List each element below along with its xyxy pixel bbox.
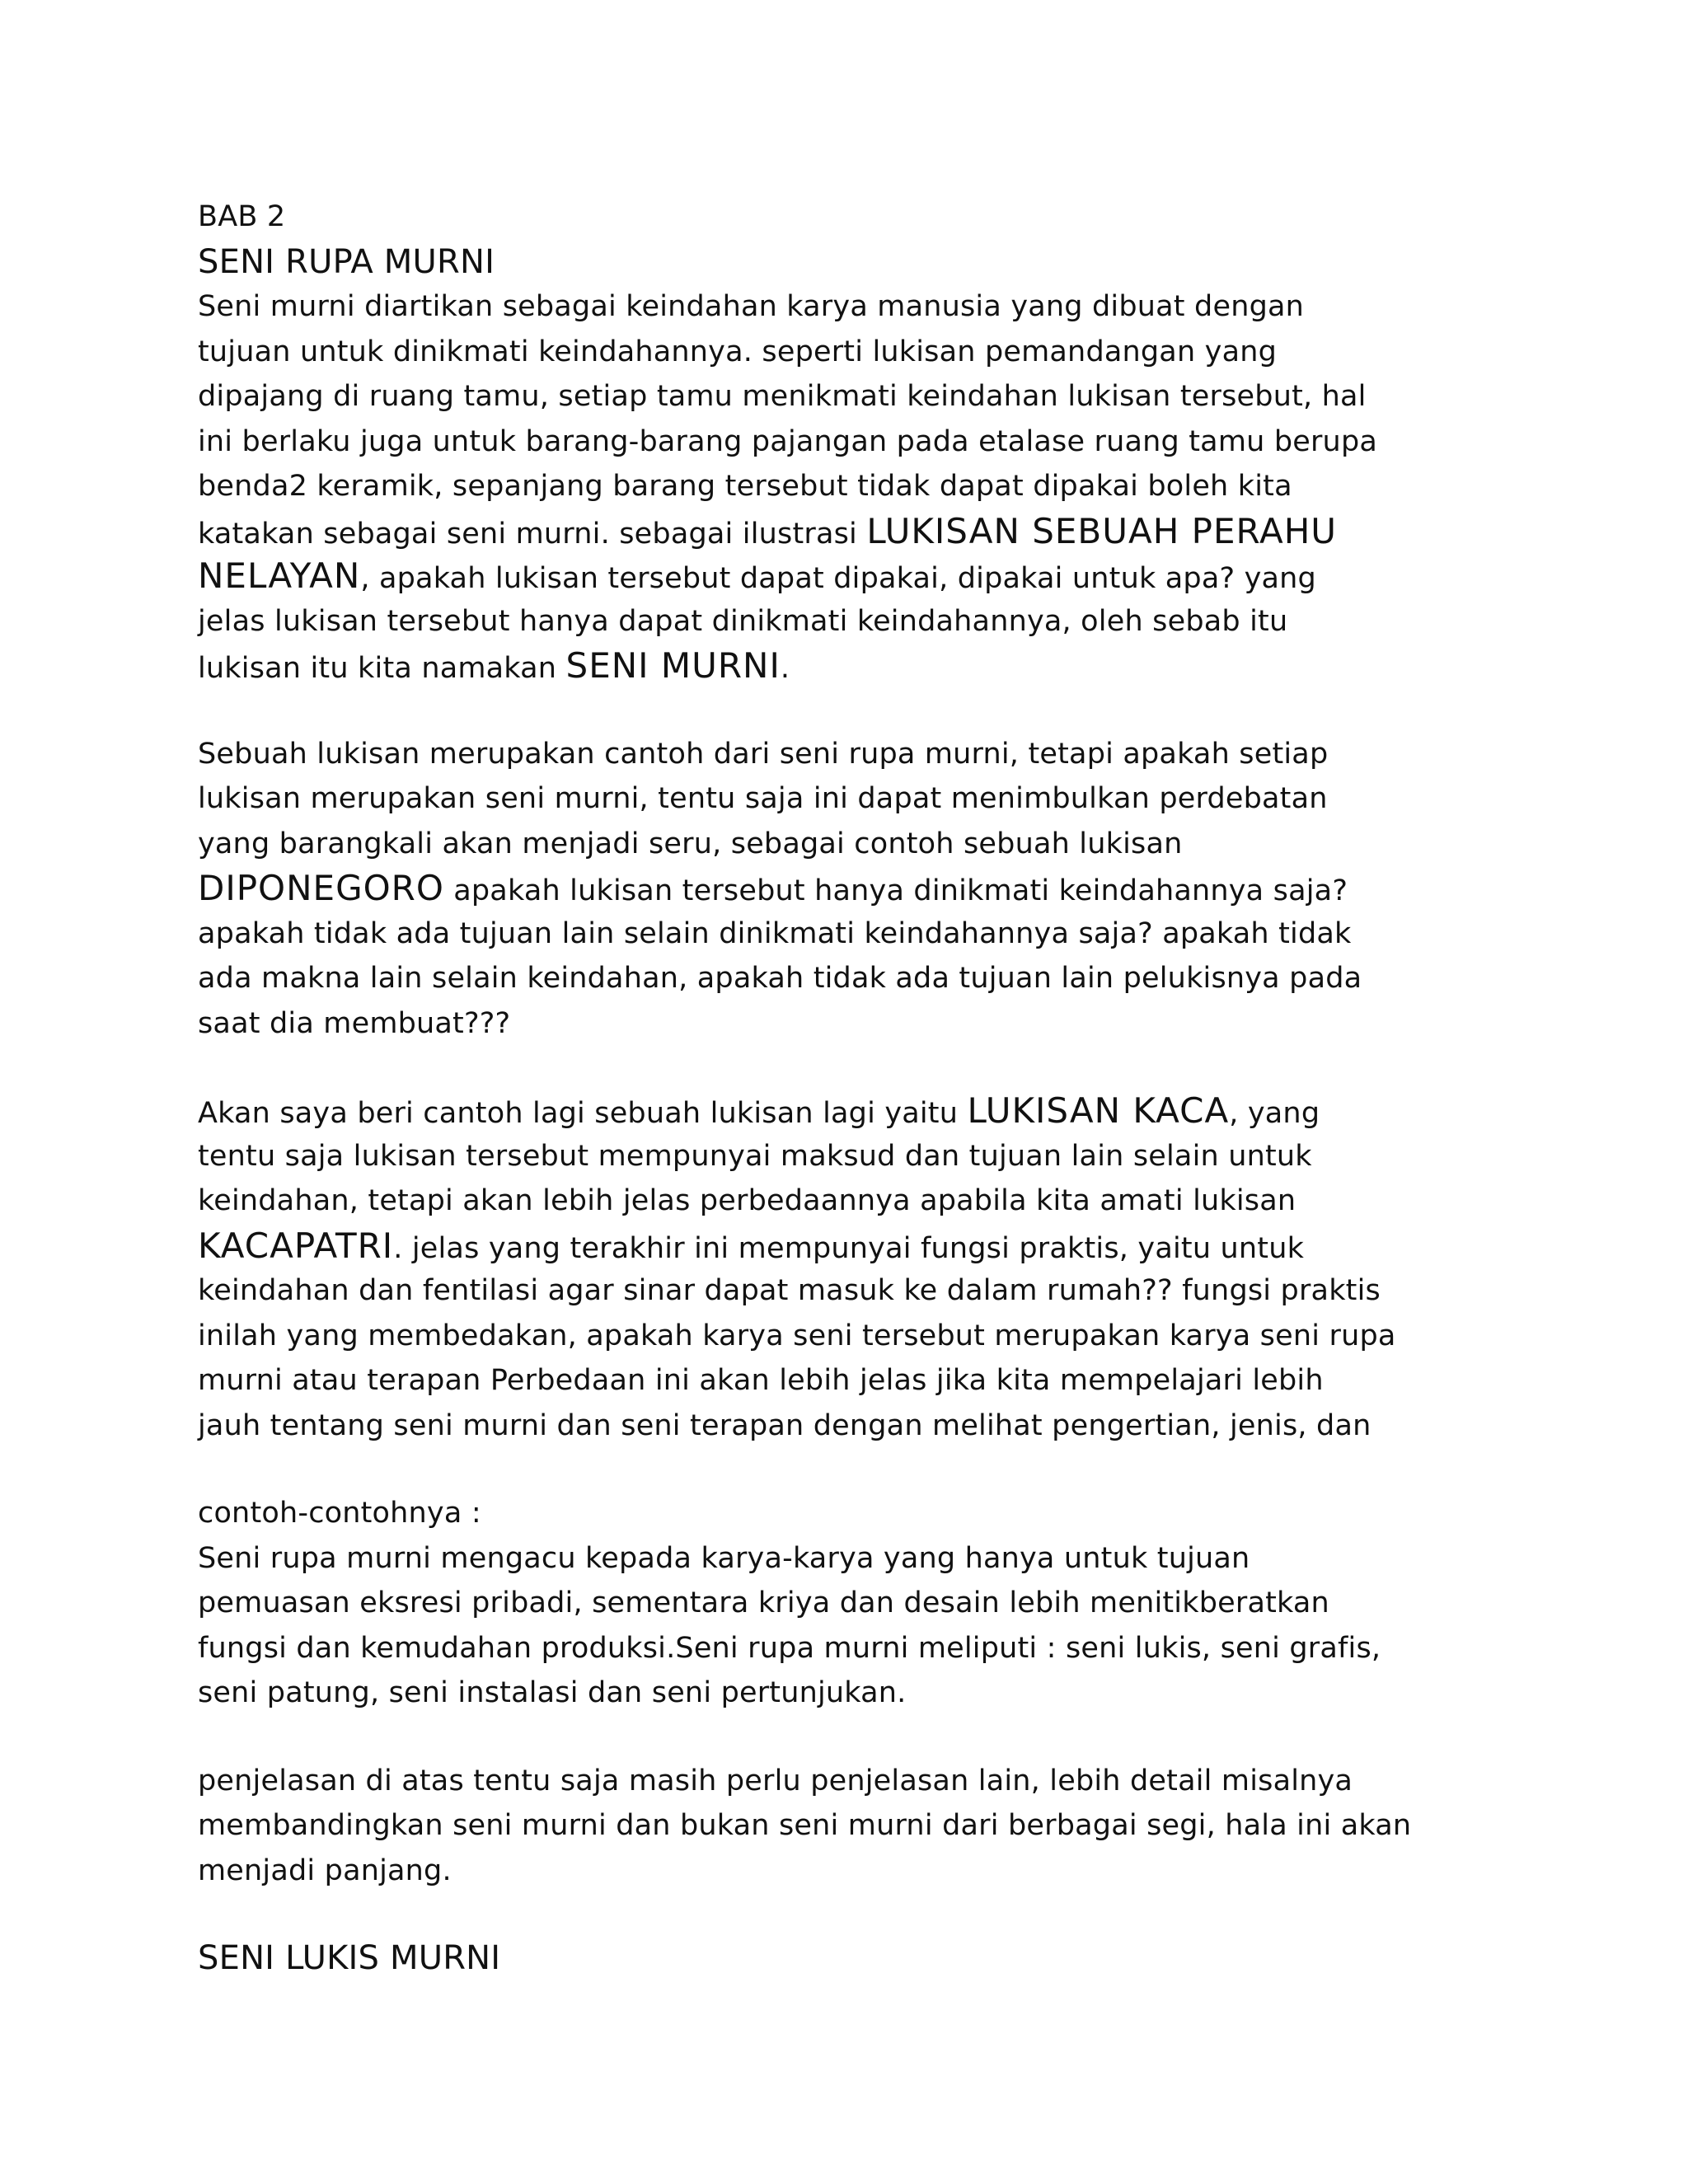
text-line: penjelasan di atas tentu saja masih perlu penjelasan lain, lebih detail misalnya: [198, 1764, 1353, 1797]
section-subheading: SENI LUKIS MURNI: [198, 1939, 501, 1977]
text-line: ini berlaku juga untuk barang-barang pajangan pada etalase ruang tamu berupa: [198, 424, 1378, 458]
text-span: .: [780, 652, 790, 685]
emphasis-text: KACAPATRI: [198, 1225, 394, 1266]
text-line: jelas lukisan tersebut hanya dapat dinikmati keindahannya, oleh sebab itu: [198, 604, 1288, 638]
text-line: benda2 keramik, sepanjang barang tersebut tidak dapat dipakai boleh kita: [198, 470, 1292, 503]
text-line: saat dia membuat???: [198, 1006, 511, 1040]
emphasis-text: LUKISAN KACA: [967, 1090, 1230, 1131]
text-line: tujuan untuk dinikmati keindahannya. seperti lukisan pemandangan yang: [198, 335, 1278, 368]
text-line: ada makna lain selain keindahan, apakah tidak ada tujuan lain pelukisnya pada: [198, 962, 1362, 995]
text-line: tentu saja lukisan tersebut mempunyai maksud dan tujuan lain selain untuk: [198, 1139, 1312, 1173]
text-line: [198, 1089, 1500, 1134]
text-line: seni patung, seni instalasi dan seni pertunjukan.: [198, 1676, 907, 1709]
text-line: lukisan merupakan seni murni, tentu saja ini dapat menimbulkan perdebatan: [198, 782, 1328, 815]
emphasis-text: LUKISAN SEBUAH PERAHU: [866, 510, 1338, 551]
emphasis-text: NELAYAN: [198, 555, 361, 596]
text-span: Akan saya beri cantoh lagi sebuah lukisan lagi yaitu: [198, 1097, 959, 1130]
text-line: fungsi dan kemudahan produksi.Seni rupa murni meliputi : seni lukis, seni grafis,: [198, 1631, 1381, 1665]
text-span: lukisan itu kita namakan: [198, 652, 557, 685]
paragraph-5: [198, 1759, 1500, 1894]
text-span: . jelas yang terakhir ini mempunyai fungsi praktis, yaitu untuk: [393, 1231, 1305, 1265]
text-line: [198, 644, 1500, 689]
text-line: keindahan, tetapi akan lebih jelas perbedaannya apabila kita amati lukisan: [198, 1184, 1296, 1217]
text-line: pemuasan eksresi pribadi, sementara kriya dan desain lebih menitikberatkan: [198, 1586, 1329, 1619]
text-span: , apakah lukisan tersebut dapat dipakai, dipakai untuk apa? yang: [360, 562, 1316, 595]
paragraph-2: [198, 732, 1500, 1047]
text-line: [198, 554, 1500, 599]
text-span: apakah lukisan tersebut hanya dinikmati keindahannya saja?: [443, 874, 1348, 907]
text-line: Seni rupa murni mengacu kepada karya-karya yang hanya untuk tujuan: [198, 1541, 1250, 1575]
text-line: Sebuah lukisan merupakan cantoh dari seni rupa murni, tetapi apakah setiap: [198, 737, 1329, 771]
text-span: , yang: [1229, 1097, 1320, 1130]
text-line: [198, 866, 1500, 912]
text-line: Seni murni diartikan sebagai keindahan karya manusia yang dibuat dengan: [198, 290, 1305, 323]
text-line: dipajang di ruang tamu, setiap tamu menikmati keindahan lukisan tersebut, hal: [198, 380, 1367, 413]
text-span: katakan sebagai seni murni. sebagai ilustrasi: [198, 517, 857, 551]
text-line: jauh tentang seni murni dan seni terapan dengan melihat pengertian, jenis, dan: [198, 1408, 1372, 1442]
chapter-title: SENI RUPA MURNI: [198, 242, 495, 281]
emphasis-text: DIPONEGORO: [198, 868, 444, 908]
text-line: yang barangkali akan menjadi seru, sebagai contoh sebuah lukisan: [198, 827, 1183, 860]
text-line: inilah yang membedakan, apakah karya seni tersebut merupakan karya seni rupa: [198, 1319, 1396, 1352]
text-line: [198, 1224, 1500, 1269]
emphasis-text: SENI MURNI: [565, 645, 781, 686]
paragraph-1: [198, 284, 1500, 689]
text-line: membandingkan seni murni dan bukan seni murni dari berbagai segi, hala ini akan: [198, 1809, 1412, 1842]
text-line: murni atau terapan Perbedaan ini akan lebih jelas jika kita mempelajari lebih: [198, 1364, 1324, 1397]
paragraph-4: [198, 1491, 1500, 1716]
text-line: contoh-contohnya :: [198, 1497, 481, 1530]
text-line: apakah tidak ada tujuan lain selain dinikmati keindahannya saja? apakah tidak: [198, 916, 1352, 950]
text-line: [198, 509, 1500, 555]
text-line: keindahan dan fentilasi agar sinar dapat masuk ke dalam rumah?? fungsi praktis: [198, 1274, 1381, 1307]
text-line: menjadi panjang.: [198, 1854, 452, 1887]
paragraph-3: [198, 1089, 1500, 1448]
chapter-label: BAB 2: [198, 200, 286, 233]
document-page: [198, 194, 1500, 1981]
